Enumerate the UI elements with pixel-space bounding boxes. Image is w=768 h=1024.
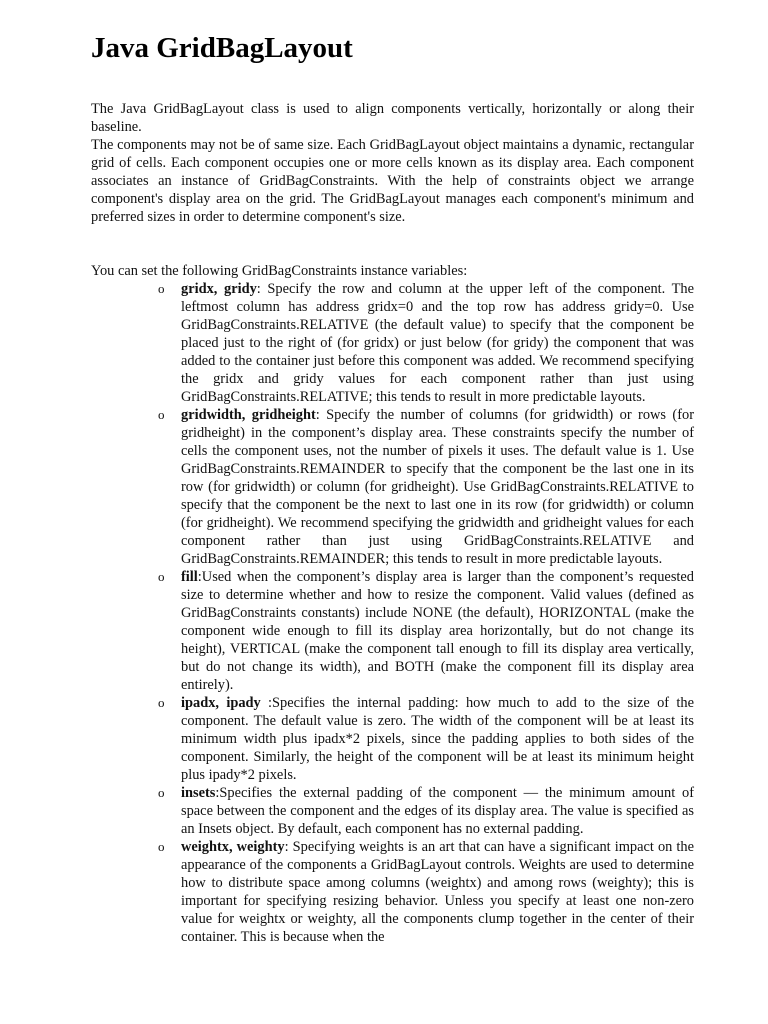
item-term: gridx, gridy xyxy=(181,281,257,297)
page-title: Java GridBagLayout xyxy=(91,32,353,64)
list-item xyxy=(158,568,694,694)
item-description: :Specifies the external padding of the component — the minimum amount of space between the component and the edges of its display area. The value is specified as an Insets object. By default, each component has no external padding. xyxy=(181,785,694,837)
list-item xyxy=(158,280,694,406)
variables-lead-text: You can set the following GridBagConstraints instance variables: xyxy=(91,263,468,279)
item-term: ipadx, ipady xyxy=(181,695,261,711)
document-page xyxy=(91,28,694,946)
item-description: : Specify the number of columns (for gridwidth) or rows (for gridheight) in the component’s display area. These constraints specify the number of cells the component uses, not the number of pixels it uses. The default value is 1. Use GridBagConstraints.REMAINDER to specify that the component be the last one in its row (for gridwidth) or column (for gridheight). Use GridBagConstraints.RELATIVE to specify that the component be the next to last one in its row (for gridwidth) or column (for gridheight). We recommend specifying the gridwidth and gridheight values for each component rather than just using GridBagConstraints.RELATIVE and GridBagConstraints.REMAINDER; this tends to result in more predictable layouts. xyxy=(181,407,694,567)
bullet-icon: o xyxy=(158,695,165,710)
constraint-variables-list xyxy=(91,280,694,946)
intro-section xyxy=(91,100,694,226)
item-term: insets xyxy=(181,785,216,801)
item-term: fill xyxy=(181,569,198,585)
bullet-icon: o xyxy=(158,281,165,296)
item-description: : Specifying weights is an art that can have a significant impact on the appearance of the components a GridBagLayout controls. Weights are used to determine how to distribute space among columns (weightx) and among rows (weighty); this is important for specifying resizing behavior. Unless you specify at least one non-zero value for weightx or weighty, all the components clump together in the center of their container. This is because when the xyxy=(181,839,694,945)
item-description: :Used when the component’s display area is larger than the component’s requested size to determine whether and how to resize the component. Valid values (defined as GridBagConstraints constants) include NONE (the default), HORIZONTAL (make the component wide enough to fill its display area horizontally, but do not change its height), VERTICAL (make the component tall enough to fill its display area vertically, but do not change its width), and BOTH (make the component fill its display area entirely). xyxy=(181,569,694,693)
item-description: : Specify the row and column at the upper left of the component. The leftmost column has address gridx=0 and the top row has address gridy=0. Use GridBagConstraints.RELATIVE (the default value) to specify that the component be placed just to the right of (for gridx) or just below (for gridy) the component that was added to the container just before this component was added. We recommend specifying the gridx and gridy values for each component rather than just using GridBagConstraints.RELATIVE; this tends to result in more predictable layouts. xyxy=(181,281,694,405)
intro-paragraph-1: The Java GridBagLayout class is used to align components vertically, horizontally or along their baseline. xyxy=(91,101,694,135)
list-item xyxy=(158,406,694,568)
intro-paragraph-2: The components may not be of same size. Each GridBagLayout object maintains a dynamic, rectangular grid of cells. Each component occupies one or more cells known as its display area. Each component associates an instance of GridBagConstraints. With the help of constraints object we arrange component's display area on the grid. The GridBagLayout manages each component's minimum and preferred sizes in order to determine component's size. xyxy=(91,137,694,225)
list-item xyxy=(158,784,694,838)
item-term: weightx, weighty xyxy=(181,839,285,855)
item-description: :Specifies the internal padding: how much to add to the size of the component. The default value is zero. The width of the component will be at least its minimum width plus ipadx*2 pixels, since the padding applies to both sides of the component. Similarly, the height of the component will be at least its minimum height plus ipady*2 pixels. xyxy=(181,695,694,783)
list-item xyxy=(158,838,694,946)
bullet-icon: o xyxy=(158,839,165,854)
bullet-icon: o xyxy=(158,785,165,800)
bullet-icon: o xyxy=(158,407,165,422)
list-item xyxy=(158,694,694,784)
item-term: gridwidth, gridheight xyxy=(181,407,316,423)
bullet-icon: o xyxy=(158,569,165,584)
